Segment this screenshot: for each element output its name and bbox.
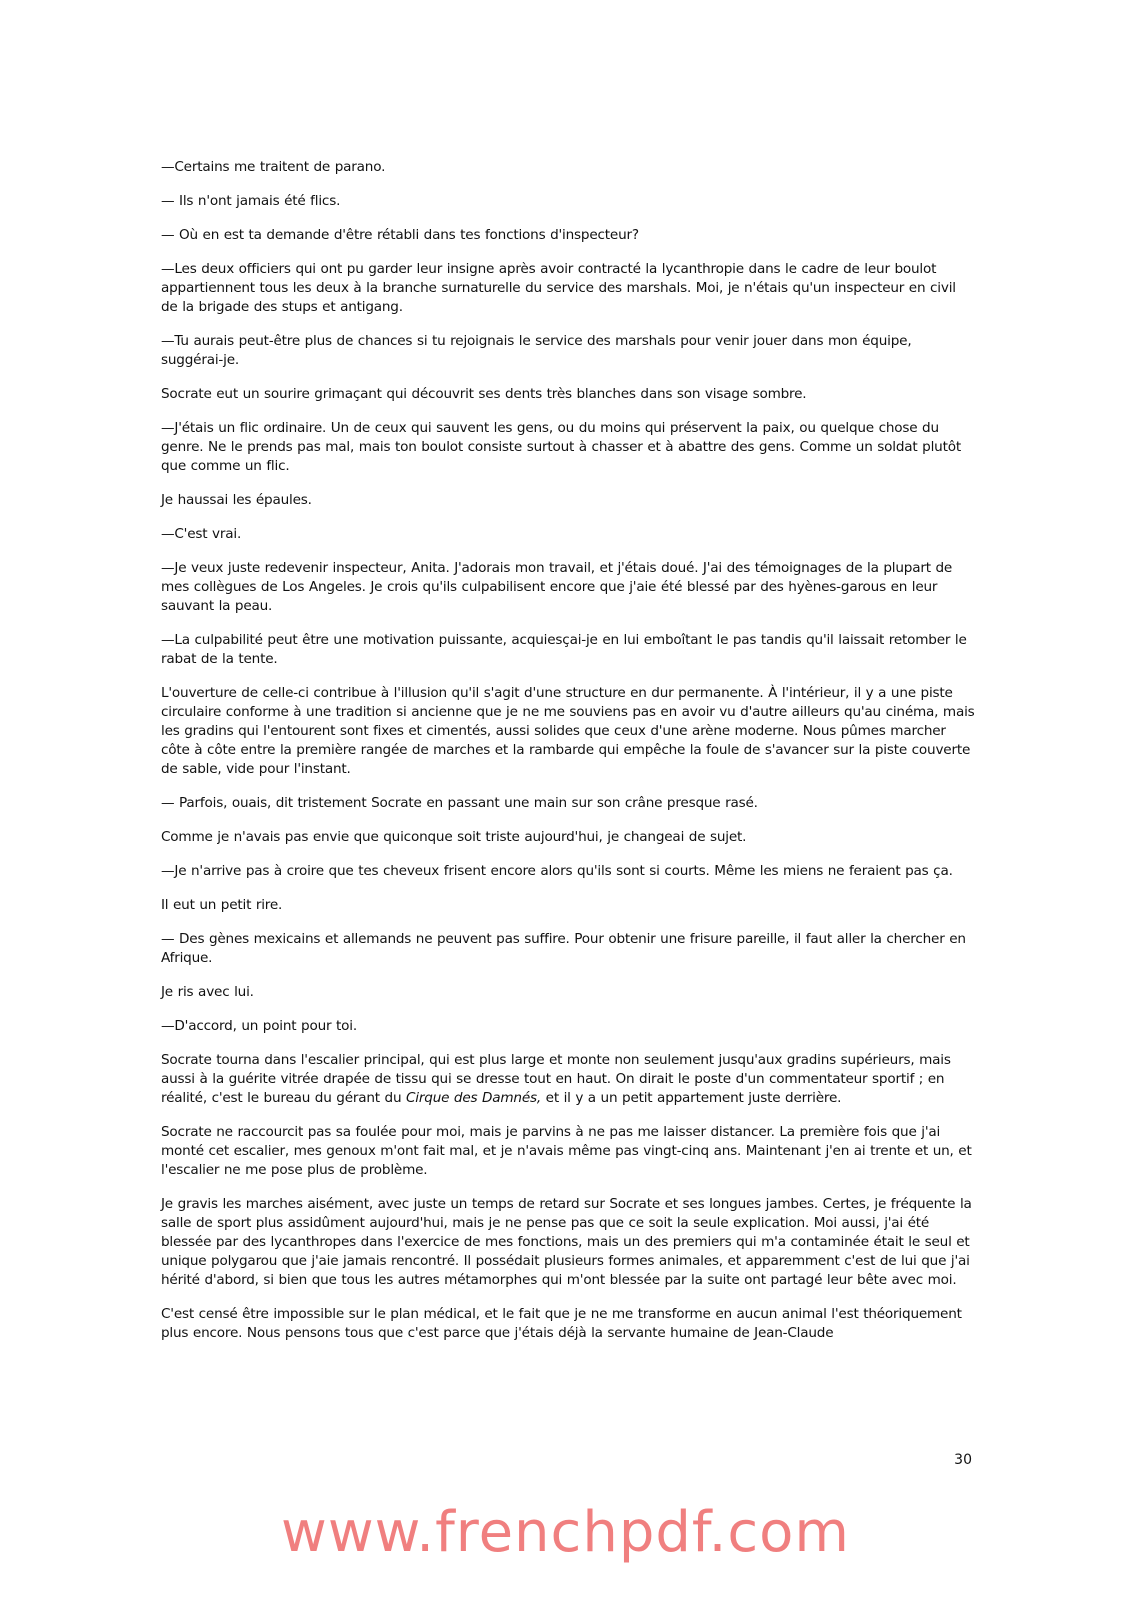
paragraph: —C'est vrai. (161, 526, 242, 542)
document-body (161, 158, 976, 1358)
paragraph: —Je veux juste redevenir inspecteur, Anita. J'adorais mon travail, et j'étais doué. J'ai des témoignages de la plupart de mes collègues de Los Angeles. Je crois qu'ils culpabilisent encore que j'aie été blessé par des hyènes-garous en leur sauvant la peau. (161, 560, 953, 614)
paragraph: —D'accord, un point pour toi. (161, 1018, 357, 1034)
circus-paragraph-before: Socrate tourna dans l'escalier principal, qui est plus large et monte non seulement jusqu'aux gradins supérieurs, mais aussi à la guérite vitrée drapée de tissu qui se dresse tout en haut. On dirait le poste d'un commentateur sportif ; en réalité, c'est le bureau du gérant du (161, 1052, 951, 1106)
circus-title-italic: Cirque des Damnés, (406, 1090, 542, 1106)
paragraph: Socrate ne raccourcit pas sa foulée pour moi, mais je parvins à ne pas me laisser distancer. La première fois que j'ai monté cet escalier, mes genoux m'ont fait mal, et je n'avais même pas vingt-cinq ans. Maintenant j'en ai trente et un, et l'escalier ne me pose plus de problème. (161, 1124, 972, 1178)
paragraph: Comme je n'avais pas envie que quiconque soit triste aujourd'hui, je changeai de sujet. (161, 829, 747, 845)
paragraph: — Des gènes mexicains et allemands ne peuvent pas suffire. Pour obtenir une frisure pareille, il faut aller la chercher en Afrique. (161, 931, 966, 966)
paragraph: —Je n'arrive pas à croire que tes cheveux frisent encore alors qu'ils sont si courts. Même les miens ne feraient pas ça. (161, 863, 953, 879)
paragraph: Je gravis les marches aisément, avec juste un temps de retard sur Socrate et ses longues jambes. Certes, je fréquente la salle de sport plus assidûment aujourd'hui, mais je ne pense pas que ce soit la seule explication. Moi aussi, j'ai été blessée par des lycanthropes dans l'exercice de mes fonctions, mais un des premiers qui m'a contaminée était le seul et unique polygarou que j'aie jamais rencontré. Il possédait plusieurs formes animales, et apparemment c'est de lui que j'ai hérité d'abord, si bien que tous les autres métamorphes qui m'ont blessée par la suite ont partagé leur bête avec moi. (161, 1196, 972, 1288)
paragraph: —Tu aurais peut-être plus de chances si tu rejoignais le service des marshals pour venir jouer dans mon équipe, suggérai-je. (161, 333, 912, 368)
paragraph: — Parfois, ouais, dit tristement Socrate en passant une main sur son crâne presque rasé. (161, 795, 758, 811)
page-number: 30 (954, 1452, 972, 1468)
paragraph: Je ris avec lui. (161, 984, 254, 1000)
watermark-url: www.frenchpdf.com (281, 1500, 850, 1565)
paragraph: — Où en est ta demande d'être rétabli dans tes fonctions d'inspecteur? (161, 227, 639, 243)
paragraph: C'est censé être impossible sur le plan médical, et le fait que je ne me transforme en aucun animal l'est théoriquement plus encore. Nous pensons tous que c'est parce que j'étais déjà la servante humaine de Jean-Claude (161, 1306, 962, 1341)
paragraph: —La culpabilité peut être une motivation puissante, acquiesçai-je en lui emboîtant le pas tandis qu'il laissait retomber le rabat de la tente. (161, 632, 967, 667)
paragraph: Je haussai les épaules. (161, 492, 312, 508)
circus-paragraph-after: et il y a un petit appartement juste derrière. (541, 1090, 842, 1106)
paragraph: L'ouverture de celle-ci contribue à l'illusion qu'il s'agit d'une structure en dur permanente. À l'intérieur, il y a une piste circulaire conforme à une tradition si ancienne que je ne me souviens pas en avoir vu d'autre ailleurs qu'au cinéma, mais les gradins qui l'entourent sont fixes et cimentés, aussi solides que ceux d'une arène moderne. Nous pûmes marcher côte à côte entre la première rangée de marches et la rambarde qui empêche la foule de s'avancer sur la piste couverte de sable, vide pour l'instant. (161, 685, 975, 777)
paragraph: Il eut un petit rire. (161, 897, 283, 913)
circus-paragraph (161, 1051, 976, 1108)
paragraph: —Les deux officiers qui ont pu garder leur insigne après avoir contracté la lycanthropie dans le cadre de leur boulot appartiennent tous les deux à la branche surnaturelle du service des marshals. Moi, je n'étais qu'un inspecteur en civil de la brigade des stups et antigang. (161, 261, 956, 315)
paragraph: Socrate eut un sourire grimaçant qui découvrit ses dents très blanches dans son visage sombre. (161, 386, 807, 402)
paragraph: —Certains me traitent de parano. (161, 159, 386, 175)
paragraph: —J'étais un flic ordinaire. Un de ceux qui sauvent les gens, ou du moins qui préservent la paix, ou quelque chose du genre. Ne le prends pas mal, mais ton boulot consiste surtout à chasser et à abattre des gens. Comme un soldat plutôt que comme un flic. (161, 420, 961, 474)
paragraph: — Ils n'ont jamais été flics. (161, 193, 341, 209)
